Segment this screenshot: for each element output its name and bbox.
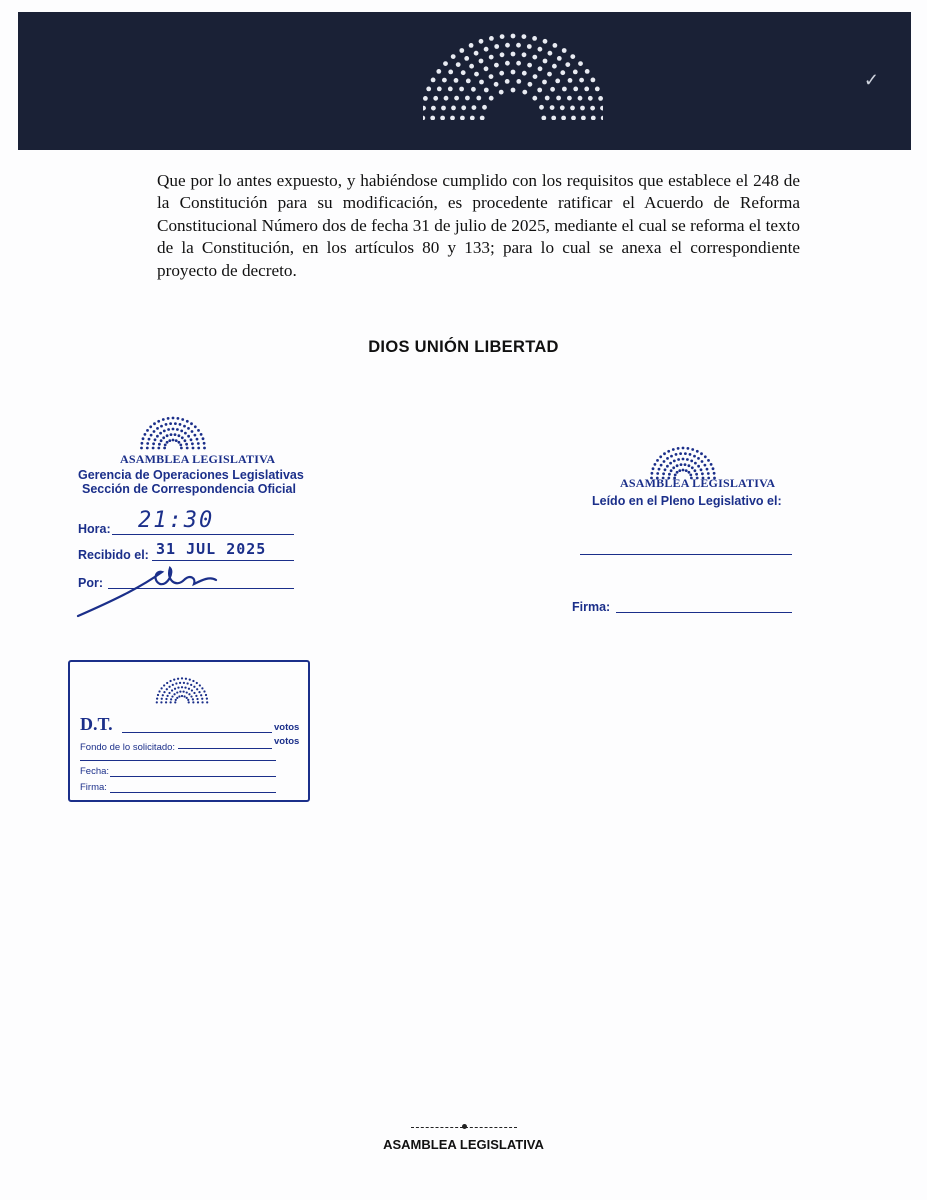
hora-value: 21:30 [138,508,215,533]
header-banner [18,12,911,150]
assembly-logo-icon [648,440,718,480]
motto-heading: DIOS UNIÓN LIBERTAD [368,338,559,356]
recibido-label: Recibido el: [78,548,149,562]
dt-line-1 [122,732,272,733]
assembly-dome-logo-icon [423,20,603,120]
assembly-logo-icon [152,672,212,704]
dt-line-4 [110,776,276,777]
reception-stamp-institution: ASAMBLEA LEGISLATIVA [120,452,276,466]
hora-line [112,534,294,535]
assembly-logo-icon [138,410,208,450]
dt-fecha-label: Fecha: [80,766,110,777]
plenary-firma-line [616,612,792,613]
corner-mark-icon: ✓ [863,70,879,90]
por-label: Por: [78,576,103,590]
dt-line-2 [178,748,272,749]
recibido-value: 31 JUL 2025 [156,540,267,558]
plenary-stamp [572,440,800,620]
dt-line-5 [110,792,276,793]
reception-stamp-section: Sección de Correspondencia Oficial [82,482,296,496]
plenary-firma-label: Firma: [572,600,611,614]
dt-line-3 [80,760,276,761]
hora-label: Hora: [78,522,111,536]
dt-votos-1: votos [274,722,300,733]
handwritten-signature-icon [70,550,240,620]
plenary-date-line [580,554,792,555]
plenary-stamp-institution: ASAMBLEA LEGISLATIVA [620,476,776,490]
reception-stamp-department: Gerencia de Operaciones Legislativas [78,468,304,482]
plenary-leido-label: Leído en el Pleno Legislativo el: [592,494,782,508]
footer-dot-icon [462,1124,467,1129]
dt-label: D.T. [80,714,113,734]
footer-label: ASAMBLEA LEGISLATIVA [383,1137,544,1152]
dt-votos-2: votos [274,736,300,747]
dt-fondo-label: Fondo de lo solicitado: [80,742,176,753]
reception-stamp [70,410,310,620]
body-paragraph: Que por lo antes expuesto, y habiéndose cumplido con los requisitos que establece el 248 de la Constitución para su modificación, es procedente ratificar el Acuerdo de Reforma Constitucional Número dos de fecha 31 de julio de 2025, mediante el cual se reforma el texto de la Constitución, en los artículos 80 y 133; para lo cual se anexa el correspondiente proyecto de decreto. [157,171,800,280]
dt-stamp [68,660,310,802]
dt-firma-label: Firma: [80,782,107,793]
